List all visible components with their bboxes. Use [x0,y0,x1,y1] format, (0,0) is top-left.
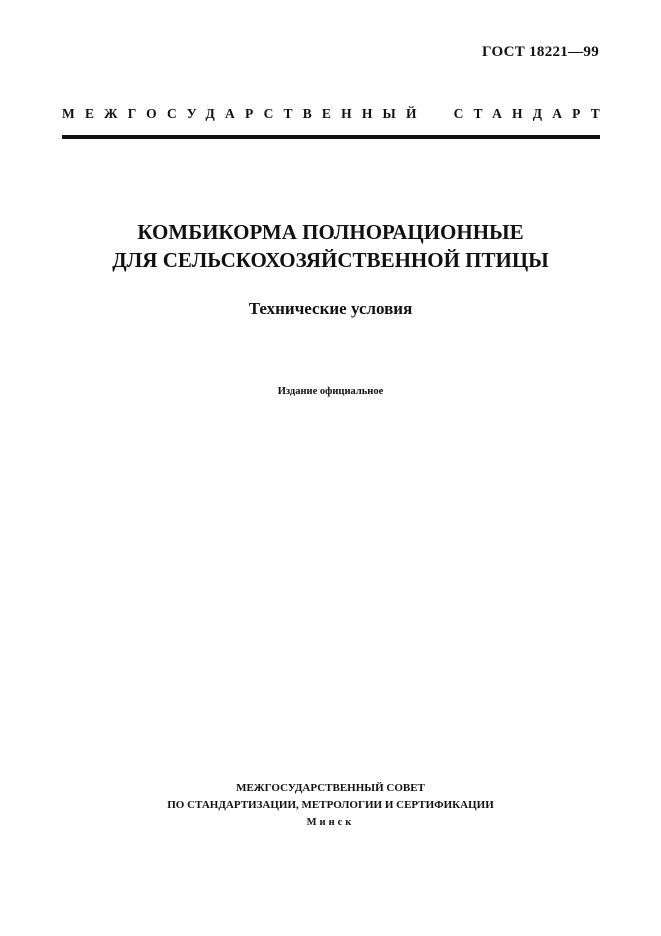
publisher-line-1: МЕЖГОСУДАРСТВЕННЫЙ СОВЕТ [236,782,425,794]
publisher-line-2: ПО СТАНДАРТИЗАЦИИ, МЕТРОЛОГИИ И СЕРТИФИКАЦИИ [167,799,494,811]
edition-note: Издание официальное [277,386,384,397]
header-divider [62,135,600,139]
title-line-2: ДЛЯ СЕЛЬСКОХОЗЯЙСТВЕННОЙ ПТИЦЫ [112,248,549,272]
publisher-block [0,780,661,831]
document-title [0,218,661,274]
header-caption-word-2: СТАНДАРТ [453,106,610,121]
publisher-city: Минск [306,817,355,828]
document-subtitle: Технические условия [248,299,413,318]
document-number: ГОСТ 18221—99 [481,44,599,60]
title-line-1: КОМБИКОРМА ПОЛНОРАЦИОННЫЕ [137,220,524,244]
header-caption-word-1: МЕЖГОСУДАРСТВЕННЫЙ [62,106,427,121]
header-caption [62,106,610,122]
